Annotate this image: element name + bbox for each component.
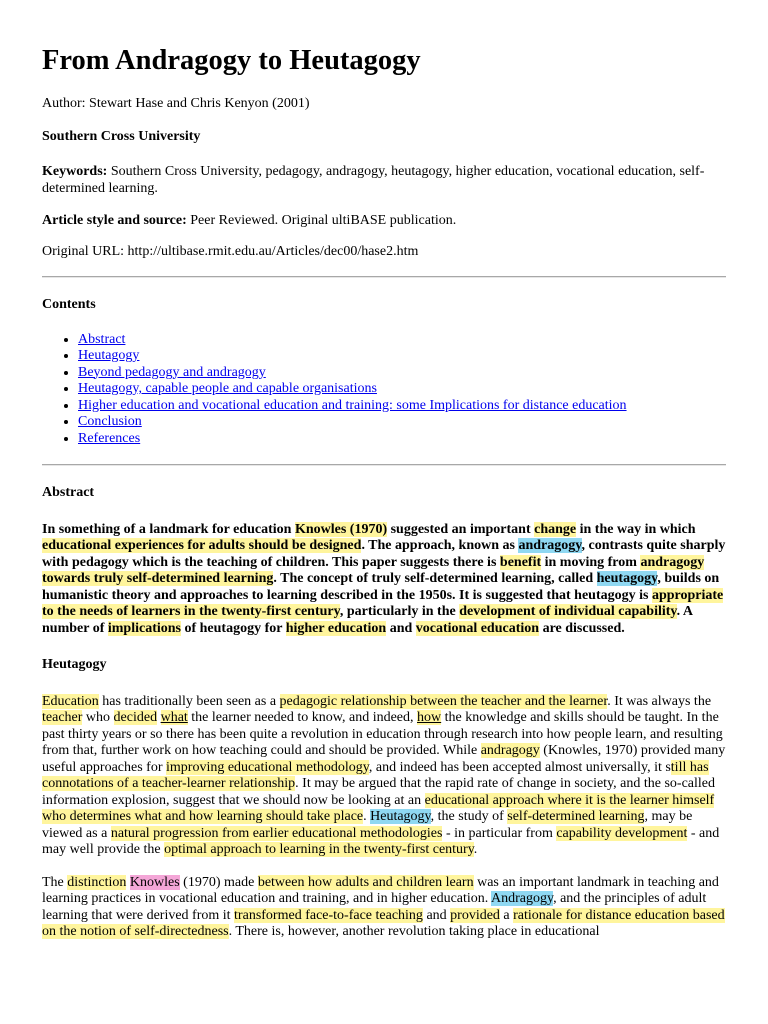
abstract-text: are discussed. — [539, 620, 625, 636]
keywords-text: Southern Cross University, pedagogy, andragogy, heutagogy, higher education, vocational education, self-determined learning. — [42, 164, 705, 196]
highlight: capability development — [556, 825, 688, 841]
body-text: the learner needed to know, and indeed, — [187, 710, 418, 725]
abstract-text: in the way in which — [576, 521, 696, 537]
body-text: . It may be argued that the rapid rate of change in society, and the so-called information explosion, suggest that we should now be looking at an — [42, 776, 716, 808]
body-text: , and the principles of adult learning that were derived from it — [42, 891, 707, 923]
contents-heading: Contents — [42, 297, 96, 312]
toc-link-capable[interactable]: Heutagogy, capable people and capable organisations — [78, 381, 377, 396]
toc-link-references[interactable]: References — [78, 430, 141, 446]
abstract-text: in moving from — [541, 554, 641, 570]
body-text: (1970) made — [179, 874, 258, 890]
article-source-text: Peer Reviewed. Original ultiBASE publication. — [186, 213, 457, 228]
highlight: andragogy — [480, 743, 540, 758]
toc-item — [78, 348, 726, 365]
highlight: heutagogy — [596, 571, 658, 586]
heutagogy-paragraph-2 — [42, 875, 726, 941]
toc-item — [78, 332, 726, 349]
highlight: appropriate to the needs of learners in the twenty-first century — [42, 587, 724, 619]
highlight: andragogy towards truly self-determined learning — [42, 554, 705, 586]
body-text: The — [42, 874, 68, 890]
toc-item — [78, 414, 726, 431]
highlight: Knowles (1970) — [294, 521, 388, 537]
body-text: , and indeed has been accepted almost universally, it s — [368, 759, 671, 775]
toc-link-heutagogy[interactable]: Heutagogy — [78, 348, 140, 363]
highlight: transformed face-to-face teaching — [234, 907, 423, 923]
highlight: rationale for distance education based on the notion of self-directedness — [42, 907, 725, 939]
body-text: , the study of — [430, 809, 508, 824]
abstract-text: . A number of — [42, 604, 693, 636]
toc-link-abstract[interactable]: Abstract — [78, 331, 126, 347]
abstract-text: , builds on humanistic theory and approaches to learning described in the 1950s. It is suggested that heutagogy is — [42, 571, 720, 603]
toc-item — [78, 398, 726, 415]
highlight: improving educational methodology — [166, 759, 369, 775]
abstract-text: . The concept of truly self-determined learning, called — [273, 571, 597, 586]
highlight: pedagogic relationship between the teacher and the learner — [279, 693, 608, 709]
heutagogy-paragraph-1 — [42, 694, 726, 859]
body-text: . — [363, 809, 371, 824]
toc-link-beyond[interactable]: Beyond pedagogy and andragogy — [78, 364, 266, 380]
highlight: Heutagogy — [370, 809, 431, 824]
divider — [42, 276, 726, 278]
highlight: optimal approach to learning in the twenty-first century — [164, 842, 474, 857]
highlight: distinction — [67, 874, 127, 890]
highlight: change — [534, 521, 577, 537]
toc-item — [78, 431, 726, 448]
toc-item — [78, 365, 726, 382]
toc-item — [78, 381, 726, 398]
highlight: educational approach where it is the learner himself who determines what and how learning should take place — [42, 792, 715, 824]
contents-list — [42, 332, 726, 448]
highlight: self-determined learning — [507, 809, 645, 824]
highlight: Education — [42, 693, 99, 709]
author-line: Author: Stewart Hase and Chris Kenyon (2001) — [42, 96, 310, 111]
abstract-heading: Abstract — [42, 485, 95, 500]
body-text: who — [82, 710, 114, 725]
highlight: development of individual capability — [459, 604, 677, 619]
university-line: Southern Cross University — [42, 128, 201, 144]
highlight: benefit — [499, 554, 542, 570]
page-title: From Andragogy to Heutagogy — [42, 45, 421, 76]
body-text: (Knowles, 1970) provided many useful approaches for — [42, 743, 726, 775]
body-text: . — [473, 842, 478, 857]
highlight: vocational education — [415, 620, 540, 636]
heutagogy-heading: Heutagogy — [42, 657, 107, 672]
body-text: and — [422, 907, 451, 923]
highlight: teacher — [42, 710, 83, 725]
highlight: what — [160, 710, 188, 725]
abstract-text: suggested an important — [387, 521, 535, 537]
abstract-text: . The approach, known as — [361, 538, 519, 553]
abstract-paragraph — [42, 522, 726, 638]
highlight: decided — [113, 710, 158, 725]
body-text: , may be viewed as a — [42, 809, 693, 841]
body-text: . There is, however, another revolution taking place in educational — [228, 924, 600, 939]
body-text: . It was always the — [607, 693, 712, 709]
abstract-text: , particularly in the — [339, 604, 460, 619]
highlight: andragogy — [518, 538, 582, 553]
body-text: - and may well provide the — [42, 825, 720, 857]
highlight: higher education — [285, 620, 387, 636]
toc-link-higher-ed[interactable]: Higher education and vocational education and training: some Implications for distance education — [78, 397, 627, 413]
article-source-label: Article style and source: — [42, 213, 187, 228]
keywords-label: Keywords: — [42, 164, 108, 179]
highlight: implications — [107, 620, 181, 636]
body-text: was an important landmark in teaching and learning practices in vocational education and training, and in higher education. — [42, 874, 719, 906]
highlight: till has connotations of a teacher-learner relationship — [42, 759, 709, 791]
keywords-line — [42, 164, 726, 197]
highlight: Andragogy — [491, 891, 554, 906]
highlight: how — [417, 710, 442, 725]
original-url-line: Original URL: http://ultibase.rmit.edu.au/Articles/dec00/hase2.htm — [42, 243, 419, 259]
toc-link-conclusion[interactable]: Conclusion — [78, 414, 142, 429]
abstract-text: , contrasts quite sharply with pedagogy which is the teaching of children. This paper suggests there is — [42, 538, 726, 570]
highlight: educational experiences for adults should be designed — [42, 538, 362, 553]
abstract-text: of heutagogy for — [180, 620, 286, 636]
body-text: a — [499, 907, 514, 923]
divider — [42, 464, 726, 466]
highlight: between how adults and children learn — [257, 874, 474, 890]
body-text: the knowledge and skills should be taught. In the past thirty years or so there has been quite a revolution in education through research into how people learn, and resulting from that, further work on how teaching could and should be provided. While — [42, 710, 723, 758]
highlight: Knowles — [129, 874, 180, 890]
highlight: natural progression from earlier educational methodologies — [110, 825, 443, 841]
article-source-line — [42, 213, 726, 230]
abstract-text: In something of a landmark for education — [42, 521, 295, 537]
abstract-text: and — [386, 620, 416, 636]
body-text: - in particular from — [442, 825, 557, 841]
highlight: provided — [450, 907, 500, 923]
body-text: has traditionally been seen as a — [98, 693, 280, 709]
